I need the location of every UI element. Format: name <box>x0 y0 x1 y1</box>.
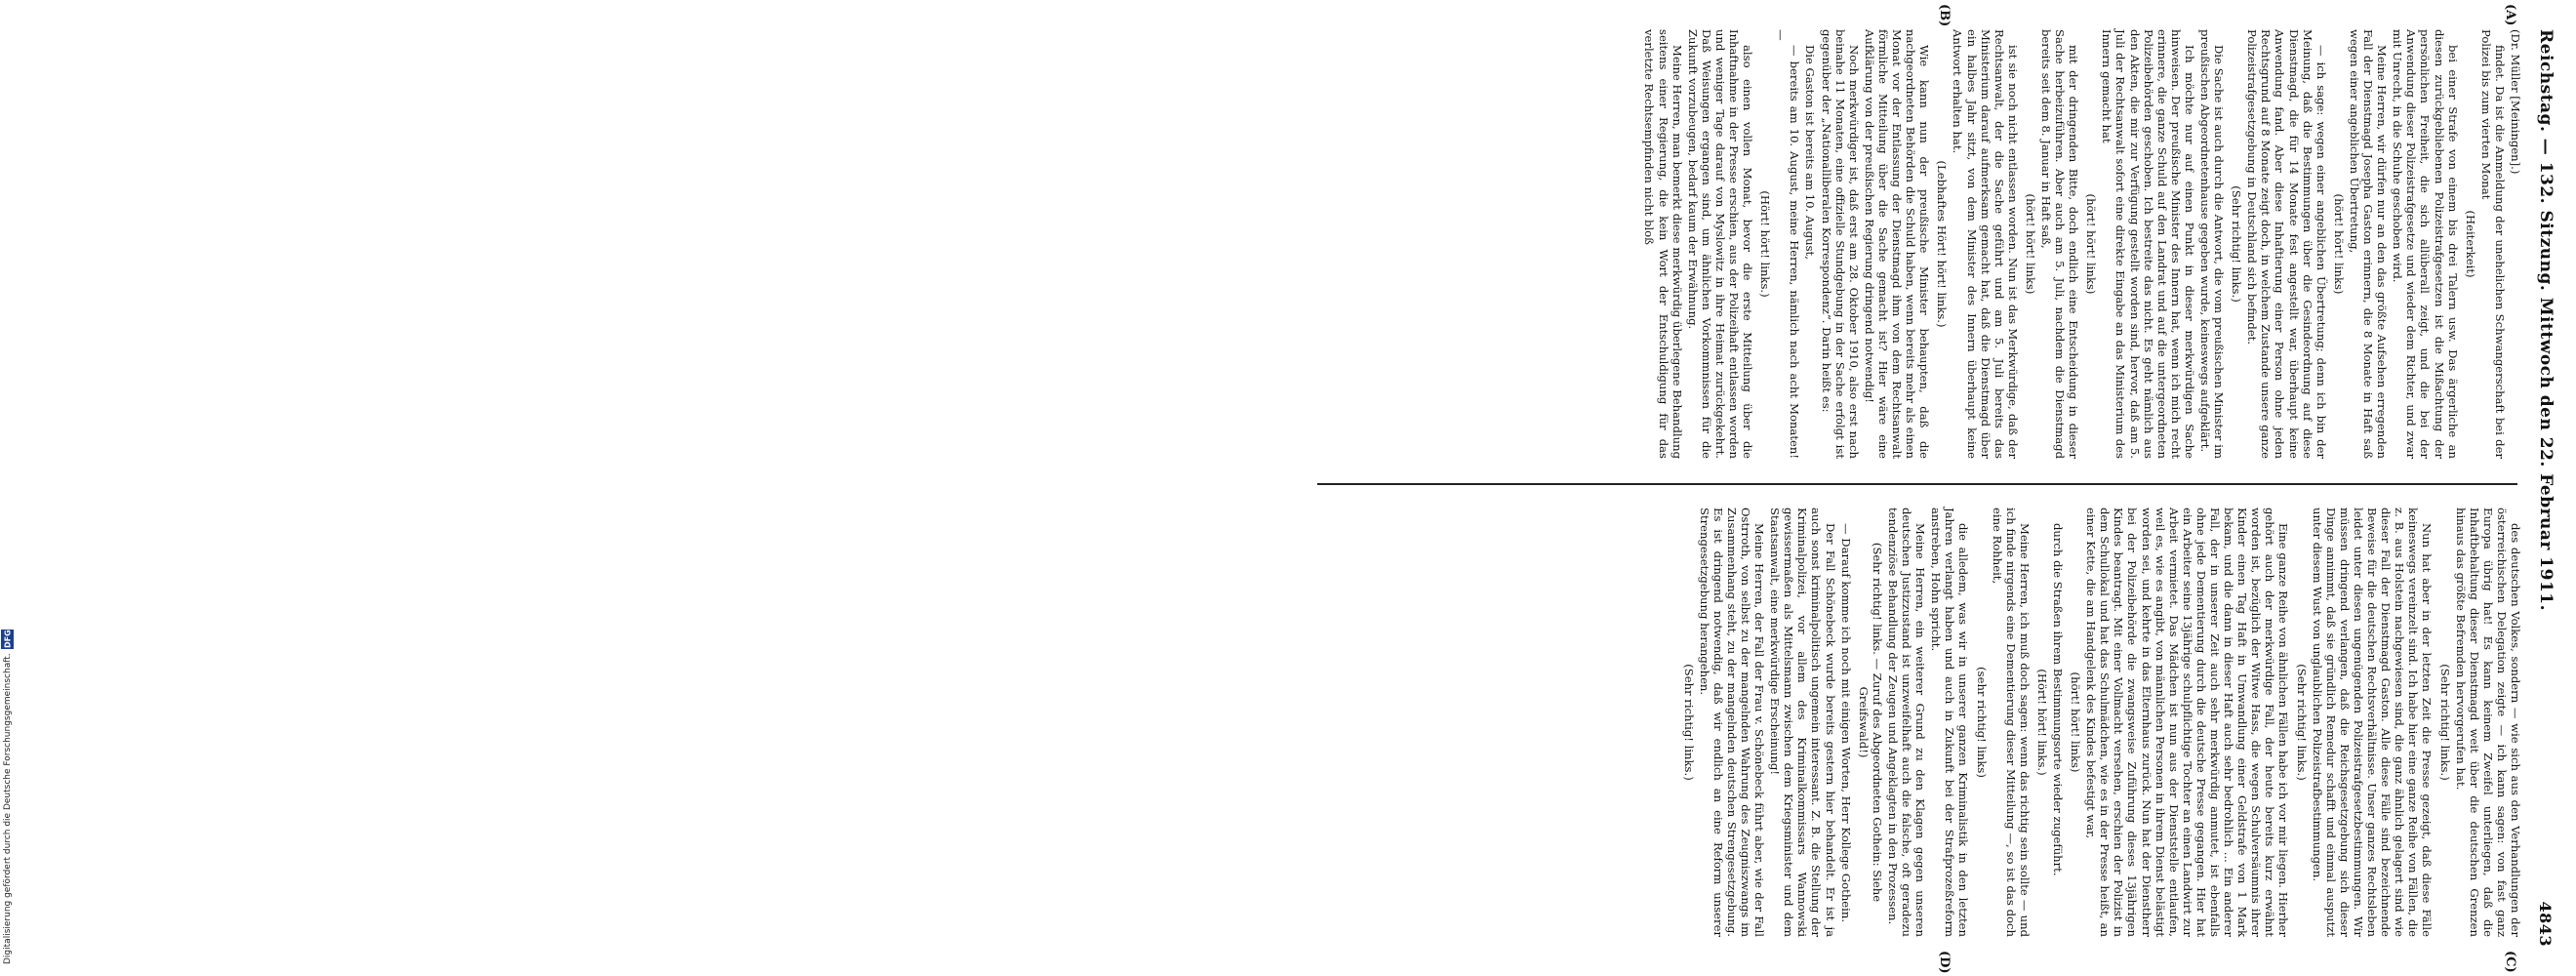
paragraph: — Darauf komme ich noch mit einigen Worten, Herr Kollege Gothein. <box>1838 523 1853 923</box>
interjection: (Hört! hört! links.) <box>1758 190 1773 298</box>
right-column <box>1678 508 2522 937</box>
margin-marker-d: (D) <box>1937 951 1952 974</box>
paragraph: ist sie noch nicht entlassen worden. Nun ist das Merkwürdige, daß der Rechtsanwalt, der die Sache geführt und am 5. Juli bereits das Ministerium darauf aufmerksam gemacht hat, daß die Dienstmagd über ein halbes Jahr sitzt, von dem Minister des Innern überhaupt keine Antwort erhalten hat. <box>1951 29 2020 459</box>
running-title: Reichstag. — 132. Sitzung. Mittwoch den 22. Februar 1911. <box>2536 29 2556 612</box>
paragraph: Der Fall Schönebeck wurde bereits gestern hier behandelt. Er ist ja auch sonst kriminalpolitisch ungemein interessant. Z. B. die Stellung der Kriminalpolizei, vor allem des Kriminalkommissars Wannowski gewissermaßen als Mittelsmann zwischen dem Kriegsminister und dem Staatsanwalt, eine merkwürdige Erscheinung! <box>1768 508 1837 937</box>
page-frame <box>1288 0 2576 976</box>
interjection: (hört! hört! links) <box>2331 193 2346 295</box>
paragraph: Wie kann nun der preußische Minister behaupten, daß die nachgeordneten Behörden die Schuld haben, wenn bereits mehr als einen Monat vor der Entlassung der Dienstmagd ihm von dem Rechtsanwalt förmliche Mitteilung über die Sache gemacht ist? Hier wäre eine Aufklärung von der preußischen Regierung dringend notwendig! <box>1862 29 1932 459</box>
paragraph: Meine Herren, wir dürfen nur an den das größte Aufsehen erregenden Fall der Dienstmagd Josepha Gaston erinnern, die 8 Monate in Haft saß wegen einer angeblichen Übertretung, <box>2347 29 2390 459</box>
paragraph: mit der dringenden Bitte, doch endlich eine Entscheidung in dieser Sache herbeizuführen. Aber auch am 5. Juli, nachdem die Dienstmagd bereits seit dem 8. Januar in Haft saß, <box>2039 29 2081 459</box>
paragraph: also einen vollen Monat, bevor die erste Mitteilung über die Inhaftnahme in der Presse erschien, aus der Polizeihaft entlassen worden und weniger Tage darauf von Myslowitz in ihre Heimat zurückgekehrt. Daß Weisungen ergangen sind, um ähnlichen Vorkommnissen für die Zukunft vorzubeugen, bedarf kaum der Erwähnung. <box>1685 29 1755 459</box>
interjection: (Hört! hört! links.) <box>2034 669 2049 776</box>
paragraph: Meine Herren, ein weiterer Grund zu den Klagen gegen unseren deutschen Justizzustand ist unzweifelhaft auch die falsche, oft geradezu tendenziöse Behandlung der Zeugen und Angeklagten in den Prozessen. <box>1885 508 1928 937</box>
interjection: (sehr richtig! links) <box>1974 667 1989 778</box>
paragraph: des deutschen Volkes, sondern — wie sich aus den Verhandlungen der österreichischen Delegation zeigte — ich kann sagen: von fast ganz Europa übrig hat! Es kann keinem Zweifel unterliegen, daß die Inhaftbehaltung dieser Dienstmagd weit über die deutschen Grenzen hinaus das größte Befremden hervorgerufen hat. <box>2453 508 2522 937</box>
interjection: (Heiterkeit) <box>2463 210 2477 278</box>
paragraph: — bereits am 10. August, meine Herren, nämlich nach acht Monaten! — <box>1774 29 1802 459</box>
credit-text: Digitalisierung gefördert durch die Deutsche Forschungsgemeinschaft. <box>3 653 13 964</box>
interjection: (Sehr richtig! links.) <box>2437 664 2452 781</box>
paragraph: durch die Straßen ihrem Bestimmungsorte wieder zugeführt. <box>2051 523 2065 876</box>
paragraph: Die Sache ist auch durch die Antwort, die vom preußischen Minister im preußischen Abgeordnetenhause gegeben wurde, keineswegs aufgeklärt. <box>2198 29 2227 459</box>
paragraph: die alledem, was wir in unserer ganzen Kriminalistik in den letzten Jahren verlangt haben und auch in Zukunft bei der Strafprozeßreform anstreben, Hohn spricht. <box>1929 508 1971 937</box>
paragraph: Meine Herren, der Fall der Frau v. Schönebeck führt aber, wie der Fall Ostrroth, von selbst zu der mangelnden Wahrung des Zeugniszwangs im Zusammenhang steht, zu der mangelnden deutschen Strengesetzgebung. Es ist dringend notwendig, daß wir endlich an eine Reform unserer Strengesetzgebung herangehen. <box>1697 508 1767 937</box>
margin-marker-b: (B) <box>1937 4 1952 27</box>
paragraph: Nun hat aber in der letzten Zeit die Presse gezeigt, daß diese Fälle keineswegs vereinzelt sind. Ich habe hier eine ganze Reihe von Fällen, die z. B. aus Holstein nachgewiesen sind, die ganz ähnlich gelagert sind wie dieser Fall der Dienstmagd Gaston. Alle diese Fälle sind bezeichnende Beweise für die deutschen Rechtsverhältnisse. Unser ganzes Rechtsleben leidet unter diesen ungenügenden Polizeistrafgesetzbestimmungen. Wir müssen dringend verlangen, daß die Reichsgesetzgebung sich dieser Dinge annimmt, daß sie gründlich Remedur schafft und einmal ausputzt unter diesem Wust von unglaublichen Polizeistrafbestimmungen. <box>2310 508 2435 937</box>
left-column <box>1640 29 2522 459</box>
paragraph: findet. Da ist die Anmeldung der unehelichen Schwangerschaft bei der Polizei bis zum vierten Monat <box>2478 29 2507 459</box>
page-number: 4843 <box>2536 901 2556 947</box>
interjection: (hört! hört! links) <box>2084 193 2099 295</box>
interjection: (Sehr richtig! links.) <box>2230 185 2244 303</box>
margin-marker-a: (A) <box>2503 4 2517 26</box>
margin-marker-c: (C) <box>2503 951 2517 973</box>
paragraph: Ich möchte nur auf einen Punkt in dieser merkwürdigen Sache hinweisen. Der preußische Minister des Innern hat, wenn ich mich recht erinnere, die ganze Schuld auf den Landrat und auf die untergeordneten Polizeibehörden geschoben. Ich bestreite das nicht. Es geht nämlich aus den Akten, die mir zur Verfügung gestellt worden sind, hervor, daß am 5. Juli der Rechtsanwalt sofort eine direkte Eingabe an das Ministerium des Innern gemacht hat <box>2100 29 2196 459</box>
column-divider <box>1317 483 2517 485</box>
dfg-logo-icon: DFG <box>3 630 13 649</box>
paragraph: Meine Herren, ich muß doch sagen: wenn das richtig sein sollte — und ich finde nirgends eine Dementierung dieser Mitteilung —, so ist das doch eine Rohheit, <box>1990 508 2032 937</box>
paragraph: Die Gaston ist bereits am 10. August, <box>1803 45 1818 260</box>
paragraph: bei einer Strafe von einem bis drei Talern usw. Das ärgerliche an diesen zurückgebliebenen Polizeistrafgesetzen ist die Mißachtung der persönlichen Freiheit, die sich allüberall zeigt, und die bei der Anwendung dieser Polizeistrafgesetze und wieder dem Richter, und zwar mit Unrecht, in die Schuhe geschoben wird. <box>2391 29 2460 459</box>
paragraph: Meine Herren, man bemerkt diese merkwürdig überlegene Behandlung seitens einer Regierung, die kein Wort der Entschuldigung für das verletzte Rechtsempfinden nicht bloß <box>1642 29 1684 459</box>
page-header <box>2533 29 2558 947</box>
interjection: (hört! hört! links) <box>2023 193 2037 295</box>
speaker-label: (Dr. Müller [Meiningen].) <box>2509 29 2522 175</box>
paragraph: Noch merkwürdiger ist, daß erst am 28. Oktober 1910, also erst nach beinahe 11 Monaten, eine offizielle Stundgebung in der Sache erfolgt ist gegenüber der „Nationalliberalen Korrespondenz“. Darin heißt es: <box>1819 29 1861 459</box>
interjection: (Sehr richtig! links. — Zuruf des Abgeordneten Gothein: Siehe Greifswald!) <box>1856 542 1884 903</box>
interjection: (Lebhaftes Hört! hört! links.) <box>1935 160 1950 328</box>
interjection: (Sehr richtig! links.) <box>1681 664 1696 781</box>
interjection: (hört! hört! links) <box>2069 671 2083 773</box>
paragraph: — ich sage: wegen einer angeblichen Übertretung; denn ich bin der Meinung, daß die Bestimmungen über die Gesindeordnung auf diese Dienstmagd, die für 14 Monate fest angestellt war, überhaupt keine Anwendung fand. Aber diese Inhaftierung einer Person ohne jeden Rechtsgrund auf 8 Monate zeigt doch, in welchem Zustande unsere ganze Polizeistrafgesetzgebung in Deutschland sich befindet. <box>2245 29 2328 459</box>
digitization-credit <box>0 593 16 964</box>
paragraph: Eine ganze Reihe von ähnlichen Fällen habe ich vor mir liegen. Hierher gehört auch der merkwürdige Fall, der heute bereits kurz erwähnt worden ist, bezüglich der Witwe Hass, die wegen Schulversäumnis ihrer Kinder einen Tag Haft in Umwandlung einer Geldstrafe von 1 Mark bekam, und die dann in dieser Haft auch sehr bedrohlich ... Ein anderer Fall, der in unserer Zeit auch sehr merkwürdig anmutet, ist ebenfalls ohne jede Dementierung durch die deutsche Presse gegangen. Hier hat ein Arbeiter seine 13jährige schulpflichtige Tochter an einen Landwirt zur Arbeit vermietet. Das Mädchen ist nun aus der Dienststelle entlaufen, weil es, wie es angibt, von männlichen Personen in ihrem Dienst belästigt worden sei, und kehrte in das Elternhaus zurück. Nun hat der Dienstherr bei der Polizeibehörde die zwangsweise Zuführung dieses 13jährigen Kindes beantragt. Mit einer Vollmacht versehen, erschien der Polizist in dem Schullokal und hat das Schulmädchen, wie es in der Presse heißt, an einer Kette, die am Handgelenk des Kindes befestigt war, <box>2084 508 2291 937</box>
interjection: (Sehr richtig! links.) <box>2294 664 2309 781</box>
rotated-page <box>1227 0 2576 976</box>
